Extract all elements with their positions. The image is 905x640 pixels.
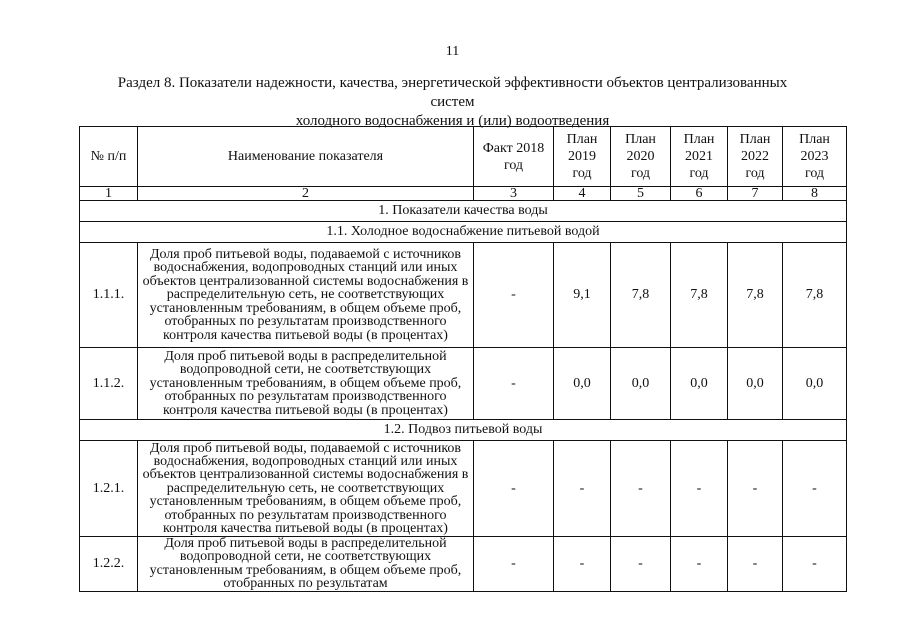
header-plan-label: План xyxy=(625,132,656,147)
header-plan-unit: год xyxy=(745,166,765,181)
table-row xyxy=(80,441,847,537)
row-value-plan: - xyxy=(554,441,611,537)
column-number-row xyxy=(80,187,847,201)
row-value-plan: - xyxy=(611,441,671,537)
column-number: 5 xyxy=(611,187,671,201)
row-value-plan: - xyxy=(783,441,847,537)
row-value-plan: 0,0 xyxy=(611,348,671,420)
header-row xyxy=(80,127,847,187)
row-description: Доля проб питьевой воды, подаваемой с источников водоснабжения, водопроводных станций или иных объектов централизованной системы водоснабжения в распределительную сеть, не соответствующих установленным требованиям, в общем объеме проб, отобранных по результатам производственного контроля качества питьевой воды (в процентах) xyxy=(138,243,474,348)
header-plan-2021 xyxy=(671,127,728,187)
row-value-plan: 0,0 xyxy=(783,348,847,420)
row-value-fact: - xyxy=(474,243,554,348)
header-plan-2020 xyxy=(611,127,671,187)
table-row xyxy=(80,243,847,348)
section-title xyxy=(100,74,805,131)
row-value-plan: - xyxy=(554,537,611,592)
row-value-plan: 7,8 xyxy=(611,243,671,348)
section-row xyxy=(80,201,847,222)
header-plan-2022 xyxy=(728,127,783,187)
indicators-table xyxy=(79,126,847,592)
header-plan-year: 2021 xyxy=(685,149,713,164)
section-title-line1: Раздел 8. Показатели надежности, качества, энергетической эффективности объектов централизованных систем xyxy=(117,75,788,110)
row-value-plan: - xyxy=(783,537,847,592)
header-fact-line1: Факт 2018 xyxy=(482,140,545,156)
row-code: 1.2.1. xyxy=(80,441,138,537)
header-plan-unit: год xyxy=(689,166,709,181)
header-fact xyxy=(474,127,554,187)
row-value-plan: 0,0 xyxy=(554,348,611,420)
header-name: Наименование показателя xyxy=(138,127,474,187)
header-plan-year: 2023 xyxy=(800,149,829,164)
header-plan-unit: год xyxy=(572,166,592,181)
header-plan-label: План xyxy=(799,132,830,147)
row-code: 1.1.2. xyxy=(80,348,138,420)
subsection-row xyxy=(80,222,847,243)
column-number: 6 xyxy=(671,187,728,201)
row-value-fact: - xyxy=(474,441,554,537)
header-num: № п/п xyxy=(80,127,138,187)
row-value-plan: 7,8 xyxy=(728,243,783,348)
row-value-plan: 9,1 xyxy=(554,243,611,348)
subsection-row xyxy=(80,420,847,441)
column-number: 1 xyxy=(80,187,138,201)
header-plan-2023 xyxy=(783,127,847,187)
column-number: 7 xyxy=(728,187,783,201)
row-value-plan: - xyxy=(728,441,783,537)
row-value-plan: 7,8 xyxy=(783,243,847,348)
header-plan-label: План xyxy=(566,132,598,147)
subsection-heading: 1.2. Подвоз питьевой воды xyxy=(80,420,847,441)
row-code: 1.1.1. xyxy=(80,243,138,348)
row-description: Доля проб питьевой воды, подаваемой с источников водоснабжения, водопроводных станций или иных объектов централизованной системы водоснабжения в распределительную сеть, не соответствующих установленным требованиям, в общем объеме проб, отобранных по результатам производственного контроля качества питьевой воды (в процентах) xyxy=(138,441,474,537)
header-plan-year: 2019 xyxy=(568,149,596,164)
row-value-plan: - xyxy=(671,537,728,592)
column-number: 8 xyxy=(783,187,847,201)
subsection-heading: 1.1. Холодное водоснабжение питьевой водой xyxy=(80,222,847,243)
row-value-plan: 0,0 xyxy=(671,348,728,420)
header-fact-line2: год xyxy=(503,157,524,173)
column-number: 4 xyxy=(554,187,611,201)
section-title-line2: холодного водоснабжения и (или) водоотведения xyxy=(295,113,610,129)
row-code: 1.2.2. xyxy=(80,537,138,592)
row-value-plan: - xyxy=(671,441,728,537)
section-heading: 1. Показатели качества воды xyxy=(80,201,847,222)
header-plan-year: 2020 xyxy=(626,149,655,164)
page-number: 11 xyxy=(445,44,460,59)
row-value-plan: - xyxy=(611,537,671,592)
column-number: 3 xyxy=(474,187,554,201)
header-plan-2019 xyxy=(554,127,611,187)
row-description: Доля проб питьевой воды в распределительной водопроводной сети, не соответствующих установленным требованиям, в общем объеме проб, отобранных по результатам производственного контроля качества питьевой воды (в процентах) xyxy=(138,348,474,420)
header-plan-label: План xyxy=(739,132,771,147)
header-plan-label: План xyxy=(683,132,715,147)
header-plan-unit: год xyxy=(630,166,651,181)
row-value-fact: - xyxy=(474,348,554,420)
table-row xyxy=(80,537,847,592)
header-plan-year: 2022 xyxy=(741,149,769,164)
table-row xyxy=(80,348,847,420)
row-value-fact: - xyxy=(474,537,554,592)
row-value-plan: 7,8 xyxy=(671,243,728,348)
row-description: Доля проб питьевой воды в распределительной водопроводной сети, не соответствующих установленным требованиям, в общем объеме проб, отобранных по результатам xyxy=(138,537,474,592)
header-plan-unit: год xyxy=(804,166,825,181)
row-value-plan: 0,0 xyxy=(728,348,783,420)
column-number: 2 xyxy=(138,187,474,201)
row-value-plan: - xyxy=(728,537,783,592)
